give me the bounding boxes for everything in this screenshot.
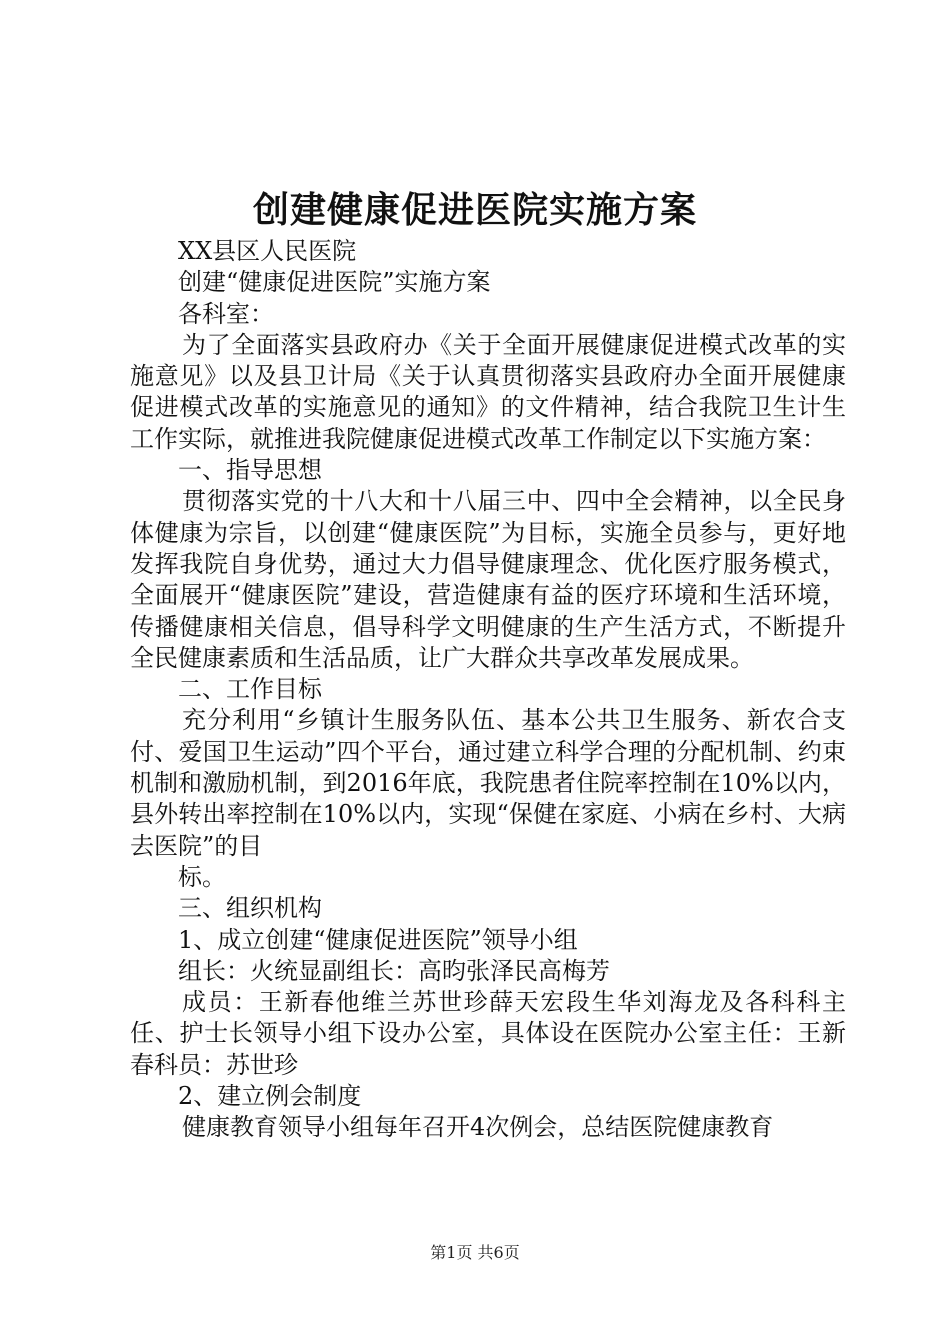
page-footer: 第1页 共6页 xyxy=(430,1243,520,1262)
group-members: 成员：王新春他维兰苏世珍薛天宏段生华刘海龙及各科科主任、护士长领导小组下设办公室，具体设在医院办公室主任：王新春科员：苏世珍 xyxy=(130,988,846,1079)
meeting-system-paragraph: 健康教育领导小组每年召开4次例会，总结医院健康教育 xyxy=(182,1113,774,1142)
section-heading-organization: 三、组织机构 xyxy=(178,894,322,923)
hospital-name: XX县区人民医院 xyxy=(178,237,357,265)
page-title: 创建健康促进医院实施方案 xyxy=(252,189,697,231)
intro-paragraph: 为了全面落实县政府办《关于全面开展健康促进模式改革的实施意见》以及县卫计局《关于认真贯彻落实县政府办全面开展健康促进模式改革的实施意见的通知》的文件精神，结合我院卫生计生工作实际，就推进我院健康促进模式改革工作制定以下实施方案： xyxy=(130,330,846,453)
salutation: 各科室： xyxy=(178,299,274,328)
section-heading-work-goals: 二、工作目标 xyxy=(178,675,322,704)
plan-heading: 创建“健康促进医院”实施方案 xyxy=(178,268,491,297)
document-body xyxy=(130,236,846,1144)
subsection-leading-group: 1、成立创建“健康促进医院”领导小组 xyxy=(178,925,578,954)
group-leaders: 组长：火统显副组长：高昀张泽民高梅芳 xyxy=(178,956,610,985)
subsection-meeting-system: 2、建立例会制度 xyxy=(178,1082,362,1111)
guiding-ideology-paragraph: 贯彻落实党的十八大和十八届三中、四中全会精神，以全民身体健康为宗旨，以创建“健康医院”为目标，实施全员参与，更好地发挥我院自身优势，通过大力倡导健康理念、优化医疗服务模式，全面展开“健康医院”建设，营造健康有益的医疗环境和生活环境，传播健康相关信息，倡导科学文明健康的生产生活方式，不断提升全民健康素质和生活品质，让广大群众共享改革发展成果。 xyxy=(130,487,846,672)
work-goals-tail: 标。 xyxy=(178,862,226,891)
section-heading-guiding-ideology: 一、指导思想 xyxy=(178,456,322,485)
work-goals-paragraph: 充分利用“乡镇计生服务队伍、基本公共卫生服务、新农合支付、爱国卫生运动”四个平台，通过建立科学合理的分配机制、约束机制和激励机制，到2016年底，我院患者住院率控制在10%以内，县外转出率控制在10%以内，实现“保健在家庭、小病在乡村、大病去医院”的目 xyxy=(130,706,846,860)
